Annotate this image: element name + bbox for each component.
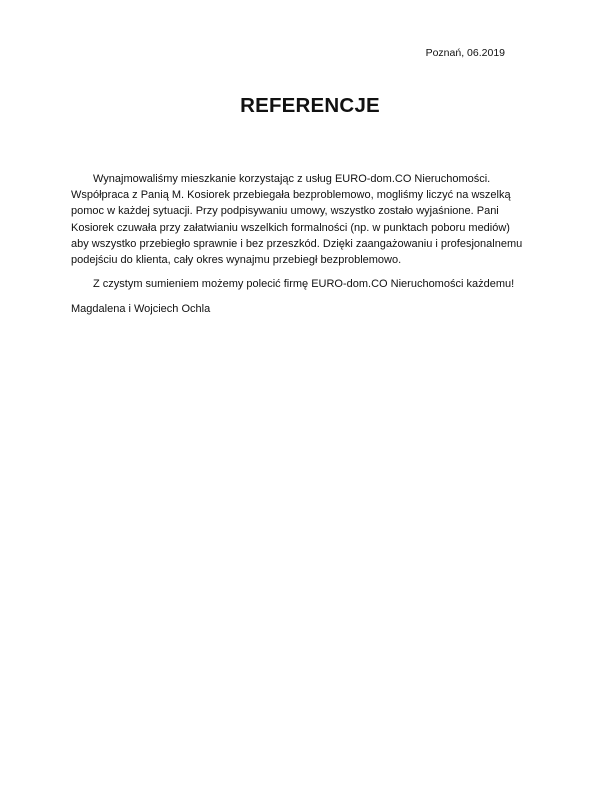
paragraph-line: aby wszystko przebiegło sprawnie i bez przeszkód. Dzięki zaangażowaniu i profesjonalnemu xyxy=(71,237,523,250)
paragraph-line: Kosiorek czuwała przy załatwianiu wszelkich formalności (np. w punktach poboru mediów) xyxy=(71,221,510,234)
paragraph-line: Wynajmowaliśmy mieszkanie korzystając z usług EURO-dom.CO Nieruchomości. xyxy=(93,173,491,185)
signature-text: Magdalena i Wojciech Ochla xyxy=(71,303,211,315)
document-date: Poznań, 06.2019 xyxy=(425,47,505,59)
paragraph-line: podejściu do klienta, cały okres wynajmu przebiegł bezproblemowo. xyxy=(71,254,402,267)
document-title: REFERENCJE xyxy=(240,94,380,117)
reference-paragraph xyxy=(71,171,531,268)
paragraph-line: Współpraca z Panią M. Kosiorek przebiegała bezproblemowo, mogliśmy liczyć na wszelką xyxy=(71,189,511,202)
paragraph-line: pomoc w każdej sytuacji. Przy podpisywaniu umowy, wszystko zostało wyjaśnione. Pani xyxy=(71,205,499,218)
recommendation-paragraph: Z czystym sumieniem możemy polecić firmę EURO-dom.CO Nieruchomości każdemu! xyxy=(93,278,515,290)
